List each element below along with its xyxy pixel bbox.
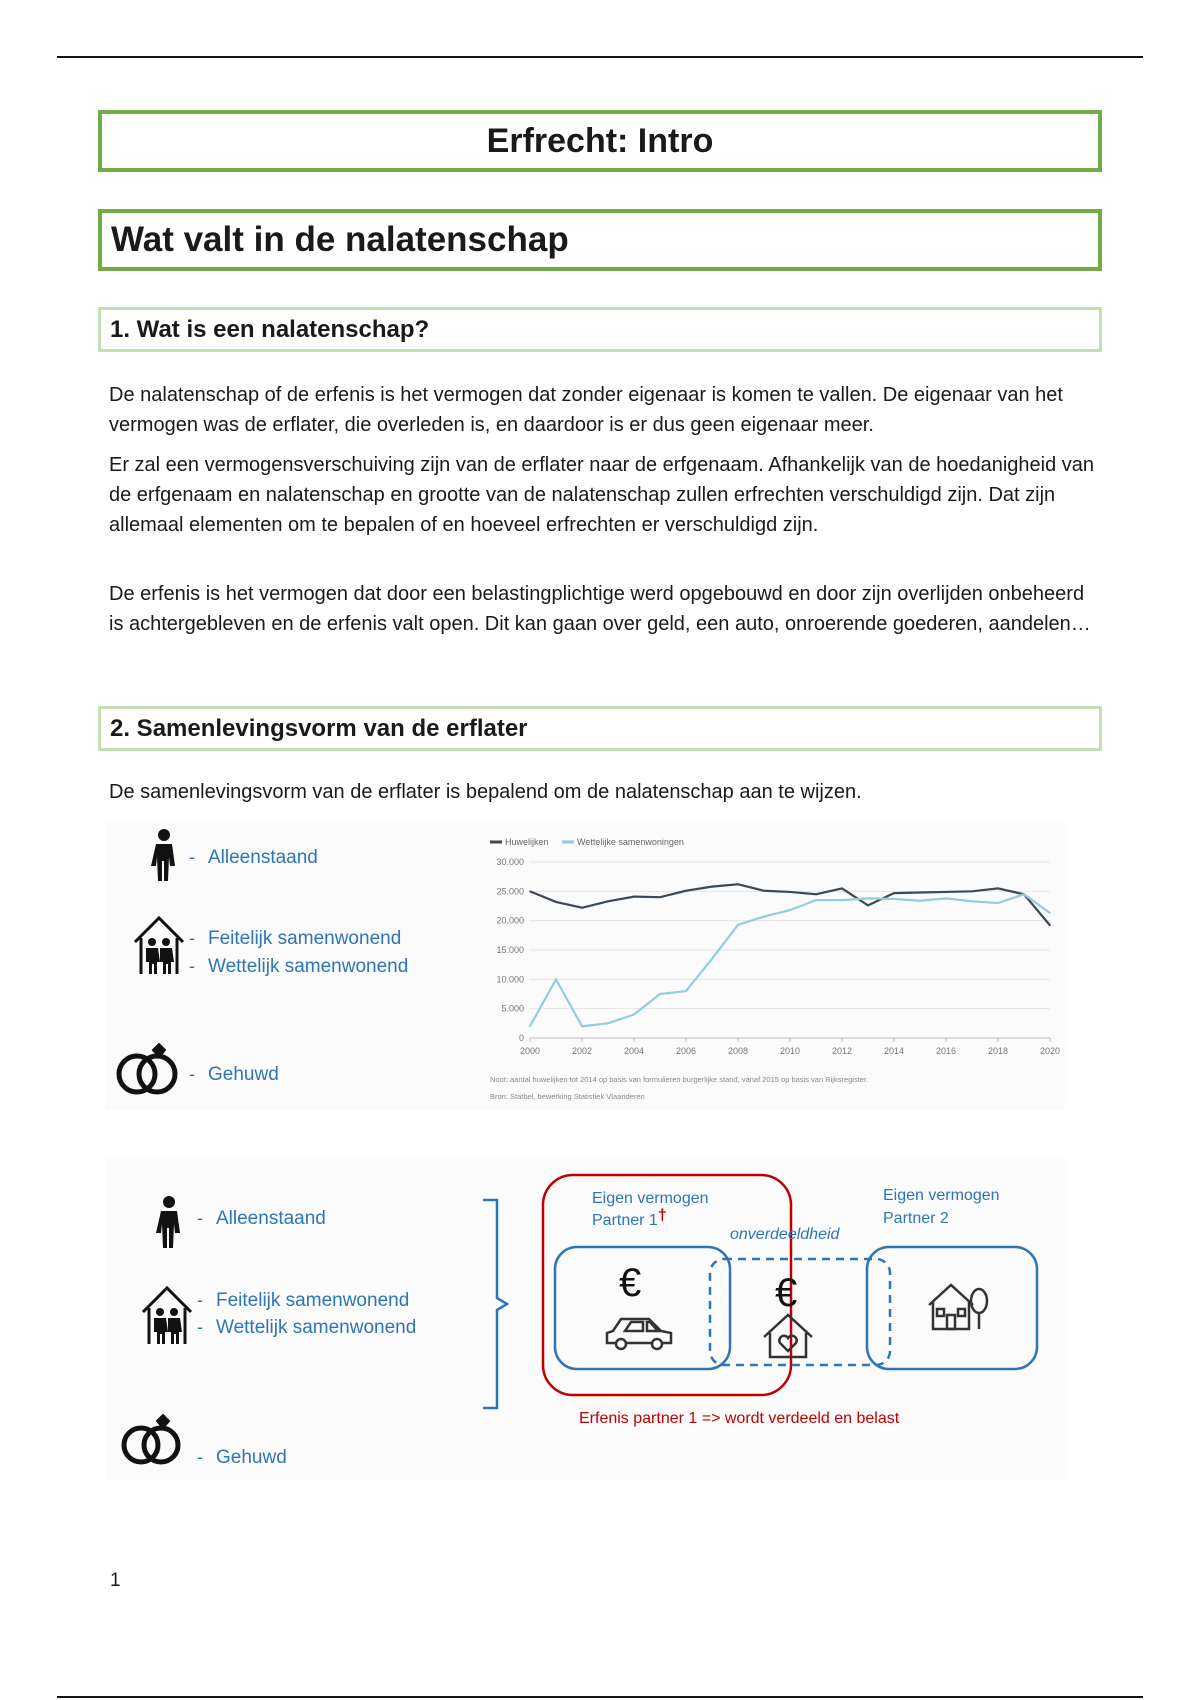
data-point [919,900,921,902]
data-point [867,905,869,907]
section-1-paragraph-1: De nalatenschap of de erfenis is het vermogen dat zonder eigenaar is komen te vallen. De eigenaar van het vermogen was de erflater, die overleden is, en daardoor is er dus geen eigenaar meer. [109,384,1063,436]
x-tick-label: 2014 [883,1046,905,1056]
figure-estate-division [105,1155,1065,1480]
y-tick-label: 0 [518,1033,524,1043]
fig1-dash: - [189,956,195,976]
data-point [997,902,999,904]
data-point [555,979,557,981]
data-point [581,907,583,909]
section-1-heading: 1. Wat is een nalatenschap? [98,307,1102,352]
estate-caption: Erfenis partner 1 => wordt verdeeld en belast [579,1410,900,1427]
x-tick-label: 2012 [831,1046,853,1056]
y-tick-label: 5.000 [501,1003,524,1014]
chart-note: Noot: aantal huwelijken tot 2014 op basis van formulieren burgerlijke stand, vanaf 2015 op basis van Rijksregister. [490,1075,869,1084]
data-point [581,1025,583,1027]
data-point [789,891,791,893]
x-tick-label: 2020 [1039,1046,1061,1056]
x-tick-label: 2018 [987,1046,1009,1056]
data-point [737,883,739,885]
partner2-label-line1: Eigen vermogen [883,1187,1000,1204]
data-point [711,958,713,960]
fig2-label-alleenstaand: Alleenstaand [216,1208,326,1229]
legend-label-huwelijken: Huwelijken [505,837,549,847]
fig1-label-gehuwd: Gehuwd [208,1064,279,1085]
euro-icon: € [619,1261,642,1305]
y-tick-label: 20.000 [496,915,524,926]
data-point [607,901,609,903]
fig1-label-alleenstaand: Alleenstaand [208,847,318,868]
figure-samenlevingsvormen-chart [105,820,1065,1110]
data-point [971,901,973,903]
data-point [659,993,661,995]
data-point [1049,925,1051,927]
data-point [945,898,947,900]
fig2-label-feitelijk: Feitelijk samenwonend [216,1290,410,1311]
onverdeeldheid-label: onverdeeldheid [730,1226,840,1243]
data-point [555,901,557,903]
data-point [971,891,973,893]
fig1-label-wettelijk: Wettelijk samenwonend [208,956,409,977]
section-2-intro: De samenlevingsvorm van de erflater is bepalend om de nalatenschap aan te wijzen. [109,781,862,803]
data-point [841,899,843,901]
data-point [607,1023,609,1025]
fig1-label-feitelijk: Feitelijk samenwonend [208,928,402,949]
fig2-dash: - [197,1290,203,1310]
x-tick-label: 2000 [519,1046,541,1056]
x-tick-label: 2008 [727,1046,749,1056]
fig2-label-gehuwd: Gehuwd [216,1447,287,1468]
top-rule [57,56,1143,58]
data-point [893,898,895,900]
fig2-label-wettelijk: Wettelijk samenwonend [216,1317,417,1338]
x-tick-label: 2002 [571,1046,593,1056]
data-point [659,896,661,898]
data-point [633,1014,635,1016]
x-tick-label: 2016 [935,1046,957,1056]
fig1-dash: - [189,1064,195,1084]
section-1-paragraph-2: Er zal een vermogensverschuiving zijn van de erflater naar de erfgenaam. Afhankelijk van de hoedanigheid van de erfgenaam en nalatenschap en grootte van de nalatenschap zullen erfrechten verschuldigd zijn. Dat zijn allemaal elementen om te bepalen of en hoeveel erfrechten er verschuldigd zijn. [109,454,1095,536]
fig1-dash: - [189,847,195,867]
fig2-dash: - [197,1208,203,1228]
data-point [919,892,921,894]
legend-label-samenwoningen: Wettelijke samenwoningen [577,837,684,847]
data-point [1049,912,1051,914]
joint-euro-icon: € [775,1271,798,1315]
y-tick-label: 25.000 [496,886,524,897]
fig2-dash: - [197,1447,203,1467]
bottom-rule [57,1696,1143,1698]
data-point [789,909,791,911]
data-point [633,896,635,898]
data-point [945,891,947,893]
x-tick-label: 2006 [675,1046,697,1056]
fig1-dash: - [189,928,195,948]
data-point [1023,893,1025,895]
data-point [763,916,765,918]
data-point [529,1025,531,1027]
y-tick-label: 15.000 [496,945,524,955]
partner1-label-line1: Eigen vermogen [592,1190,709,1207]
x-tick-label: 2004 [623,1046,645,1056]
data-point [815,893,817,895]
deceased-dagger-icon: † [657,1207,667,1224]
data-point [685,890,687,892]
data-point [997,888,999,890]
data-point [815,899,817,901]
section-1-paragraph-3: De erfenis is het vermogen dat door een belastingplichtige werd opgebouwd en door zijn overlijden onbeheerd is achtergebleven en de erfenis valt open. Dit kan gaan over geld, een auto, onroerende goederen, aandelen… [109,583,1091,635]
partner2-label-line2: Partner 2 [883,1210,949,1227]
chart-legend [490,837,684,847]
data-point [841,888,843,890]
fig2-dash: - [197,1317,203,1337]
x-tick-label: 2010 [779,1046,801,1056]
data-point [529,891,531,893]
main-heading: Wat valt in de nalatenschap [98,209,1102,271]
data-point [711,886,713,888]
page-number: 1 [110,1570,121,1591]
y-tick-label: 10.000 [496,974,524,985]
chart-source: Bron: Statbel, bewerking Statistiek Vlaanderen [490,1092,645,1101]
y-tick-label: 30.000 [496,857,524,867]
data-point [763,890,765,892]
data-point [685,990,687,992]
partner1-label-name: Partner 1 [592,1212,658,1229]
data-point [893,892,895,894]
data-point [867,898,869,900]
data-point [737,924,739,926]
document-title: Erfrecht: Intro [98,110,1102,172]
section-2-heading: 2. Samenlevingsvorm van de erflater [98,706,1102,751]
